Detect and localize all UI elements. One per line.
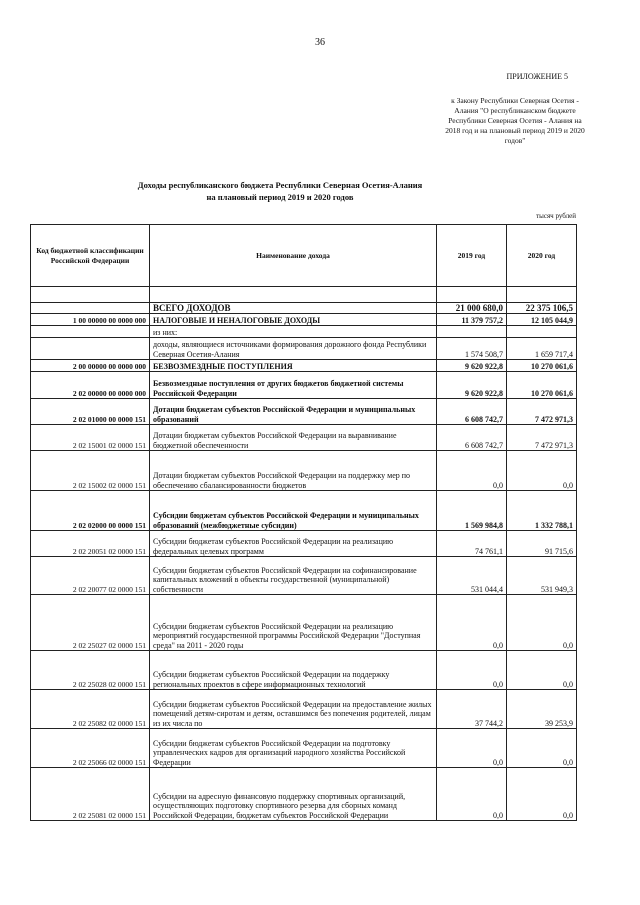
row-value-2019: 0,0 [437, 729, 507, 768]
row-name: Субсидии бюджетам субъектов Российской Федерации на реализацию федеральных целевых программ [150, 531, 437, 557]
row-code: 2 02 25027 02 0000 151 [31, 595, 150, 651]
row-name: Дотации бюджетам субъектов Российской Федерации на выравнивание бюджетной обеспеченности [150, 425, 437, 451]
row-value-2020: 10 270 061,6 [507, 360, 577, 372]
row-code [31, 303, 150, 314]
row-value-2020: 39 253,9 [507, 690, 577, 729]
appendix-text: к Закону Республики Северная Осетия - Алания "О республиканском бюджете Республики Северная Осетия - Алания на 2018 год и на плановый период 2019 и 2020 годов" [445, 96, 585, 145]
row-code: 2 00 00000 00 0000 000 [31, 360, 150, 372]
table-row [31, 303, 577, 314]
row-name: Субсидии бюджетам субъектов Российской Федерации и муниципальных образований (межбюджетные субсидии) [150, 491, 437, 531]
row-name: Субсидии бюджетам субъектов Российской Федерации на предоставление жилых помещений детям-сиротам и детям, оставшимся без попечения родителей, лицам из их числа по [150, 690, 437, 729]
table-row [31, 372, 577, 399]
row-value-2019: 11 379 757,2 [437, 314, 507, 326]
table-row [31, 595, 577, 651]
table-row [31, 338, 577, 360]
row-name: Субсидии на адресную финансовую поддержку спортивных организаций, осуществляющих подготовку спортивного резерва для сборных команд Российской Федерации, бюджетам субъектов Российской Федерации [150, 768, 437, 821]
row-code: 2 02 25066 02 0000 151 [31, 729, 150, 768]
title-line-2: на плановый период 2019 и 2020 годов [206, 192, 354, 202]
row-value-2019: 0,0 [437, 451, 507, 491]
row-value-2019: 74 761,1 [437, 531, 507, 557]
table-row [31, 729, 577, 768]
row-value-2020: 7 472 971,3 [507, 425, 577, 451]
row-name: Безвозмездные поступления от других бюджетов бюджетной системы Российской Федерации [150, 372, 437, 399]
row-value-2019: 0,0 [437, 595, 507, 651]
table-row [31, 360, 577, 372]
row-code: 2 02 25028 02 0000 151 [31, 651, 150, 690]
row-code: 2 02 00000 00 0000 000 [31, 372, 150, 399]
row-name: Субсидии бюджетам субъектов Российской Федерации на реализацию мероприятий государственной программы Российской Федерации "Доступная среда" на 2011 - 2020 годы [150, 595, 437, 651]
table-row [31, 768, 577, 821]
row-value-2019: 1 574 508,7 [437, 338, 507, 360]
units-label: тысяч рублей [536, 212, 576, 220]
row-name: доходы, являющиеся источниками формирования дорожного фонда Республики Северная Осетия-Алания [150, 338, 437, 360]
table-row [31, 451, 577, 491]
row-value-2020: 0,0 [507, 651, 577, 690]
table-row [31, 491, 577, 531]
table-row [31, 425, 577, 451]
row-value-2019 [437, 326, 507, 338]
row-code: 2 02 20077 02 0000 151 [31, 557, 150, 595]
revenue-table [30, 224, 577, 821]
row-value-2019: 9 620 922,8 [437, 360, 507, 372]
row-value-2020: 7 472 971,3 [507, 399, 577, 425]
row-code: 2 02 25082 02 0000 151 [31, 690, 150, 729]
row-value-2020: 22 375 106,5 [507, 303, 577, 314]
row-value-2020 [507, 326, 577, 338]
row-value-2019: 1 569 984,8 [437, 491, 507, 531]
document-title [60, 179, 500, 203]
header-2020: 2020 год [507, 225, 577, 287]
row-value-2019: 37 744,2 [437, 690, 507, 729]
row-name: Субсидии бюджетам субъектов Российской Федерации на софинансирование капитальных вложений в объекты государственной (муниципальной) собственности [150, 557, 437, 595]
row-value-2020: 1 332 788,1 [507, 491, 577, 531]
table-row [31, 314, 577, 326]
row-name: ВСЕГО ДОХОДОВ [150, 303, 437, 314]
row-value-2019: 531 044,4 [437, 557, 507, 595]
row-value-2019: 6 608 742,7 [437, 399, 507, 425]
title-line-1: Доходы республиканского бюджета Республики Северная Осетия-Алания [137, 180, 423, 190]
row-name: БЕЗВОЗМЕЗДНЫЕ ПОСТУПЛЕНИЯ [150, 360, 437, 372]
table-row-spacer [31, 287, 577, 303]
row-value-2020: 12 105 044,9 [507, 314, 577, 326]
row-name: Субсидии бюджетам субъектов Российской Федерации на подготовку управленческих кадров для организаций народного хозяйства Российской Федерации [150, 729, 437, 768]
row-name: НАЛОГОВЫЕ И НЕНАЛОГОВЫЕ ДОХОДЫ [150, 314, 437, 326]
row-code: 2 02 25081 02 0000 151 [31, 768, 150, 821]
row-code [31, 326, 150, 338]
appendix-label: ПРИЛОЖЕНИЕ 5 [506, 72, 568, 81]
row-name: Субсидии бюджетам субъектов Российской Федерации на поддержку региональных проектов в сфере информационных технологий [150, 651, 437, 690]
row-value-2020: 0,0 [507, 729, 577, 768]
table-row [31, 531, 577, 557]
row-name: Дотации бюджетам субъектов Российской Федерации и муниципальных образований [150, 399, 437, 425]
header-code: Код бюджетной классификации Российской Федерации [31, 225, 150, 287]
table-row [31, 690, 577, 729]
row-value-2019: 0,0 [437, 651, 507, 690]
row-code: 1 00 00000 00 0000 000 [31, 314, 150, 326]
row-code: 2 02 15001 02 0000 151 [31, 425, 150, 451]
row-value-2020: 531 949,3 [507, 557, 577, 595]
table-row [31, 651, 577, 690]
row-value-2020: 91 715,6 [507, 531, 577, 557]
row-value-2019: 6 608 742,7 [437, 425, 507, 451]
row-code: 2 02 01000 00 0000 151 [31, 399, 150, 425]
row-value-2019: 21 000 680,0 [437, 303, 507, 314]
table-row [31, 326, 577, 338]
page-number: 36 [315, 37, 325, 48]
row-code [31, 338, 150, 360]
row-value-2020: 0,0 [507, 451, 577, 491]
table-header-row [31, 225, 577, 287]
row-code: 2 02 20051 02 0000 151 [31, 531, 150, 557]
row-value-2020: 0,0 [507, 595, 577, 651]
appendix-header [440, 72, 590, 146]
row-value-2020: 10 270 061,6 [507, 372, 577, 399]
row-name: из них: [150, 326, 437, 338]
row-value-2019: 0,0 [437, 768, 507, 821]
header-name: Наименование дохода [150, 225, 437, 287]
row-value-2020: 1 659 717,4 [507, 338, 577, 360]
row-name: Дотации бюджетам субъектов Российской Федерации на поддержку мер по обеспечению сбалансированности бюджетов [150, 451, 437, 491]
row-value-2020: 0,0 [507, 768, 577, 821]
table-row [31, 557, 577, 595]
row-code: 2 02 02000 00 0000 151 [31, 491, 150, 531]
row-value-2019: 9 620 922,8 [437, 372, 507, 399]
row-code: 2 02 15002 02 0000 151 [31, 451, 150, 491]
table-row [31, 399, 577, 425]
header-2019: 2019 год [437, 225, 507, 287]
